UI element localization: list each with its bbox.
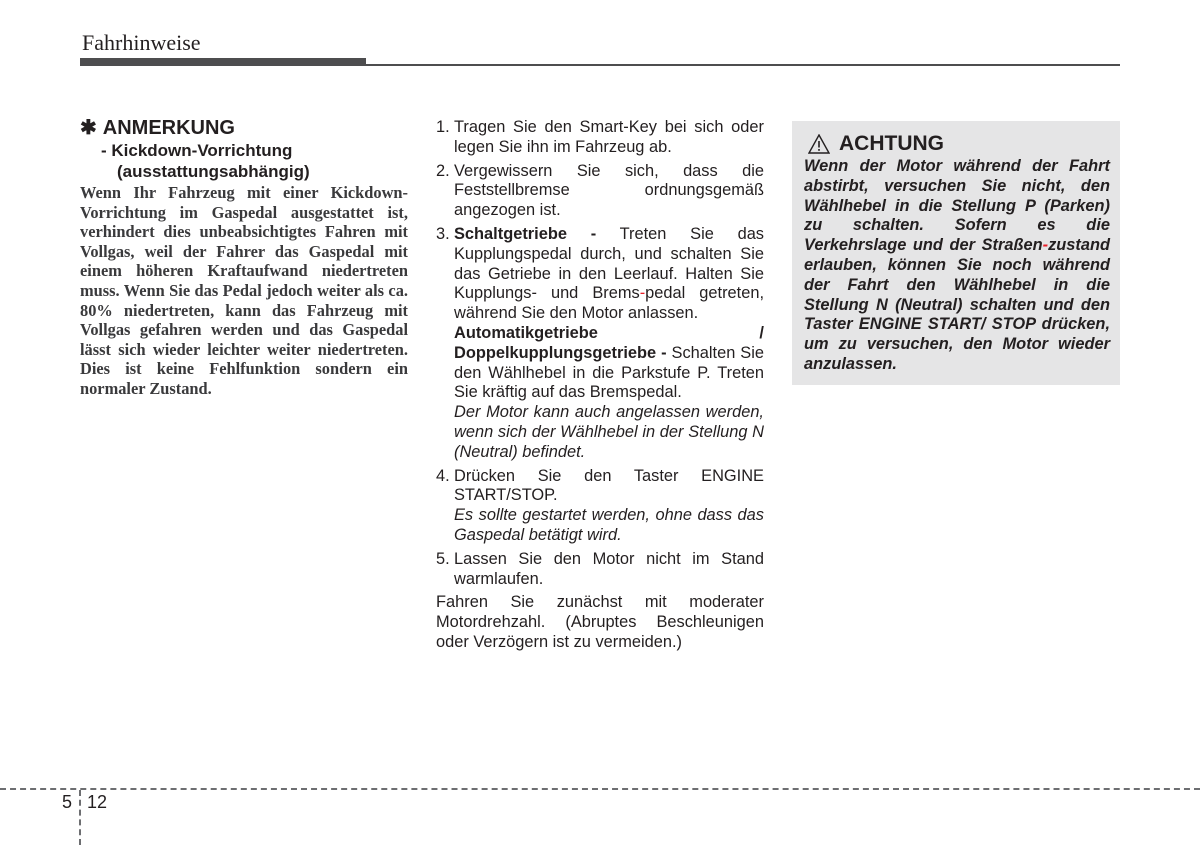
automatic-transmission-instruction bbox=[454, 324, 764, 403]
step-text: Vergewissern Sie sich, dass die Feststellbremse ordnungsgemäß angezogen ist. bbox=[454, 161, 764, 220]
footer-vertical-divider bbox=[79, 790, 81, 845]
warning-triangle-icon bbox=[808, 134, 830, 154]
start-procedure bbox=[436, 118, 764, 653]
caution-text-b: zustand erlauben, können Sie noch während der Fahrt den Wählhebel in die Stellung N (Neutral) schalten und den Taster ENGINE START/ STOP drücken, um zu versuchen, den Motor wieder anzulassen. bbox=[804, 236, 1110, 373]
note-body: Wenn Ihr Fahrzeug mit einer Kickdown-Vorrichtung im Gaspedal ausgestattet ist, verhindert dies unbeabsichtigtes Fahren mit Vollgas, weil der Fahrer das Gaspedal mit einem höheren Kraftaufwand niedertreten muss. Wenn Sie das Pedal jedoch weiter als ca. 80% niedertreten, kann das Fahrzeug mit Vollgas gefahren werden und das Gaspedal lässt sich wieder leichter weiter niedertreten. Dies ist keine Fehlfunktion sondern ein normaler Zustand. bbox=[80, 183, 408, 398]
step-body bbox=[454, 467, 764, 546]
manual-transmission-text-b: pedal getreten, während Sie den Motor anlassen. bbox=[454, 284, 765, 323]
step-number: 2. bbox=[436, 161, 450, 180]
caution-body bbox=[792, 157, 1120, 375]
note-heading bbox=[80, 116, 408, 140]
page-section-title: Fahrhinweise bbox=[82, 30, 201, 55]
step-number: 4. bbox=[436, 466, 450, 485]
manual-transmission-text-a: Treten Sie das Kupplungspedal durch, und schalten Sie das Getriebe in den Leerlauf. Halten Sie Kupplungs- und Brems bbox=[454, 224, 765, 303]
manual-transmission-instruction bbox=[454, 225, 764, 324]
caution-header bbox=[792, 121, 1120, 157]
step-number: 1. bbox=[436, 118, 450, 136]
caution-title: ACHTUNG bbox=[839, 132, 944, 155]
step-text: Tragen Sie den Smart-Key bei sich oder legen Sie ihn im Fahrzeug ab. bbox=[454, 118, 764, 156]
step-text: Drücken Sie den Taster ENGINE START/STOP. bbox=[454, 466, 764, 505]
step-1 bbox=[436, 118, 764, 158]
manual-transmission-label: Schaltgetriebe - bbox=[454, 224, 597, 243]
automatic-transmission-text: Schalten Sie den Wählhebel in die Parkstufe P. Treten Sie kräftig auf das Bremspedal. bbox=[454, 343, 764, 402]
note-section bbox=[80, 116, 408, 399]
caution-text-a: Wenn der Motor während der Fahrt abstirbt, versuchen Sie nicht, den Wählhebel in die Stellung P (Parken) zu schalten. Sofern es die Verkehrslage und der Straßen bbox=[804, 157, 1110, 255]
automatic-transmission-label: Automatikgetriebe / Doppelkupplungsgetriebe - bbox=[454, 323, 764, 362]
hyphenation-mark: - bbox=[639, 284, 646, 303]
page-number: 12 bbox=[87, 792, 108, 812]
chapter-number: 5 bbox=[62, 792, 73, 812]
note-heading-text: ANMERKUNG bbox=[102, 117, 235, 139]
hyphenation-mark: - bbox=[1042, 236, 1049, 255]
accelerator-note: Es sollte gestartet werden, ohne dass das Gaspedal betätigt wird. bbox=[454, 506, 764, 544]
header-rule bbox=[366, 64, 1120, 66]
asterisk-icon: ✱ bbox=[80, 117, 97, 139]
neutral-start-note: Der Motor kann auch angelassen werden, wenn sich der Wählhebel in der Stellung N (Neutral) befindet. bbox=[454, 403, 764, 461]
step-5 bbox=[436, 550, 764, 590]
step-number: 3. bbox=[436, 224, 450, 243]
step-number: 5. bbox=[436, 549, 450, 568]
step-4 bbox=[436, 467, 764, 546]
footer-divider bbox=[0, 788, 1200, 790]
driving-advice-paragraph: Fahren Sie zunächst mit moderater Motordrehzahl. (Abruptes Beschleunigen oder Verzögern ist zu vermeiden.) bbox=[436, 593, 764, 651]
caution-box bbox=[792, 121, 1120, 385]
step-body bbox=[454, 225, 764, 463]
note-subheading-qualifier: (ausstattungsabhängig) bbox=[117, 162, 310, 181]
step-text: Lassen Sie den Motor nicht im Stand warmlaufen. bbox=[454, 549, 764, 588]
note-subheading: - Kickdown-Vorrichtung bbox=[101, 141, 293, 160]
step-3 bbox=[436, 225, 764, 463]
step-2 bbox=[436, 162, 764, 221]
header-bar bbox=[80, 58, 366, 66]
